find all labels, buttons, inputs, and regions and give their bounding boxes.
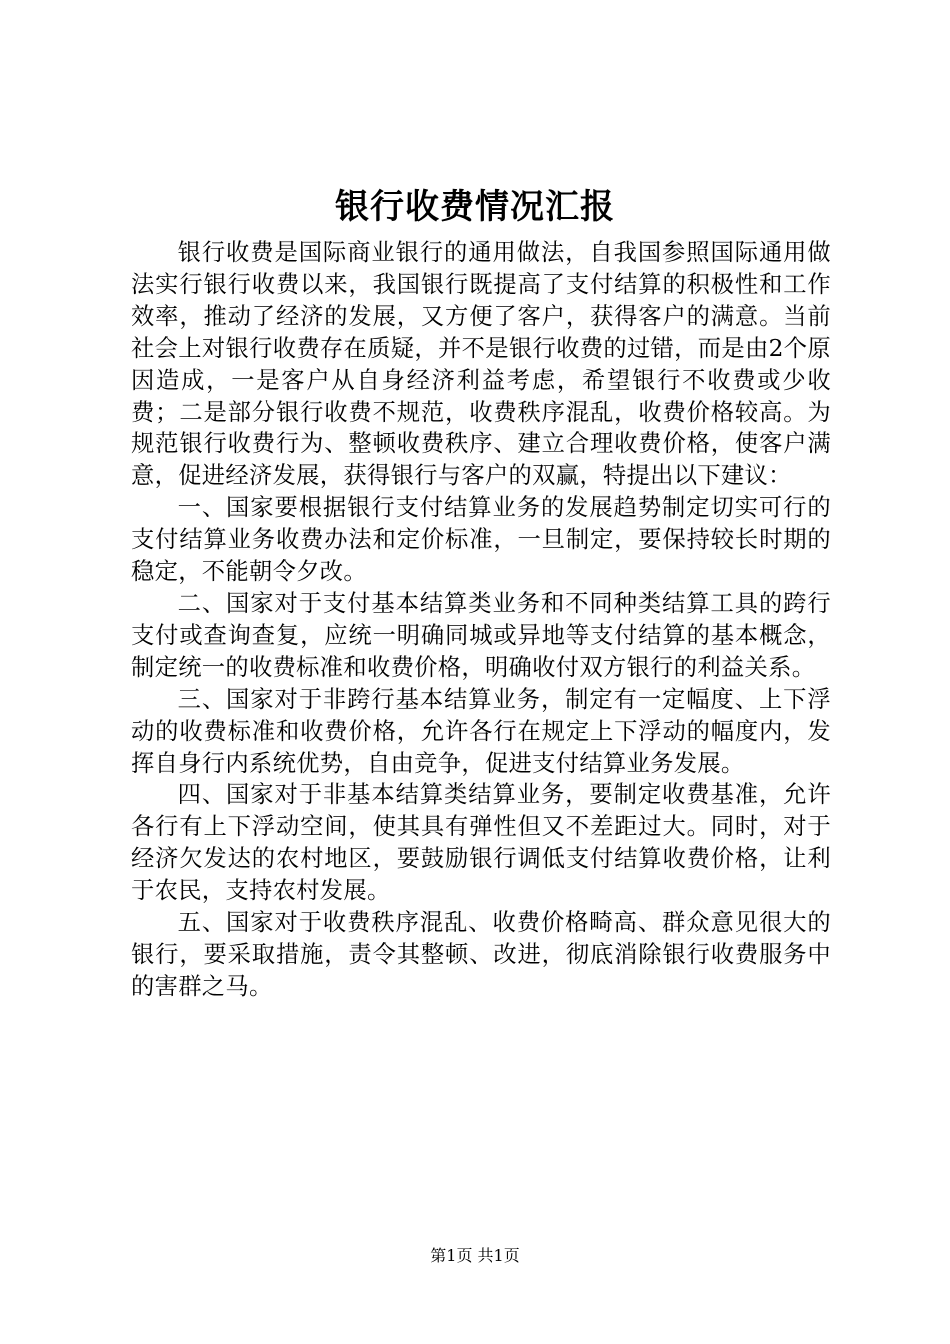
paragraph-item-3: 三、国家对于非跨行基本结算业务，制定有一定幅度、上下浮动的收费标准和收费价格，允许各行在规定上下浮动的幅度内，发挥自身行内系统优势，自由竞争，促进支付结算业务发展。 — [131, 685, 831, 777]
paragraph-intro: 银行收费是国际商业银行的通用做法，自我国参照国际通用做法实行银行收费以来，我国银行既提高了支付结算的积极性和工作效率，推动了经济的发展，又方便了客户，获得客户的满意。当前社会上对银行收费存在质疑，并不是银行收费的过错，而是由2个原因造成，一是客户从自身经济利益考虑，希望银行不收费或少收费；二是部分银行收费不规范，收费秩序混乱，收费价格较高。为规范银行收费行为、整顿收费秩序、建立合理收费价格，使客户满意，促进经济发展，获得银行与客户的双赢，特提出以下建议： — [131, 239, 831, 490]
paragraph-item-5: 五、国家对于收费秩序混乱、收费价格畸高、群众意见很大的银行，要采取措施，责令其整顿、改进，彻底消除银行收费服务中的害群之马。 — [131, 909, 831, 1000]
document-body — [131, 237, 831, 1003]
page-footer: 第1页 共1页 — [430, 1246, 520, 1265]
document-title: 银行收费情况汇报 — [335, 187, 615, 227]
paragraph-item-2: 二、国家对于支付基本结算类业务和不同种类结算工具的跨行支付或查询查复，应统一明确同城或异地等支付结算的基本概念，制定统一的收费标准和收费价格，明确收付双方银行的利益关系。 — [131, 589, 831, 681]
paragraph-item-1: 一、国家要根据银行支付结算业务的发展趋势制定切实可行的支付结算业务收费办法和定价标准，一旦制定，要保持较长时期的稳定，不能朝令夕改。 — [131, 494, 831, 586]
paragraph-item-4: 四、国家对于非基本结算类结算业务，要制定收费基准，允许各行有上下浮动空间，使其具有弹性但又不差距过大。同时，对于经济欠发达的农村地区，要鼓励银行调低支付结算收费价格，让利于农民，支持农村发展。 — [131, 781, 831, 905]
